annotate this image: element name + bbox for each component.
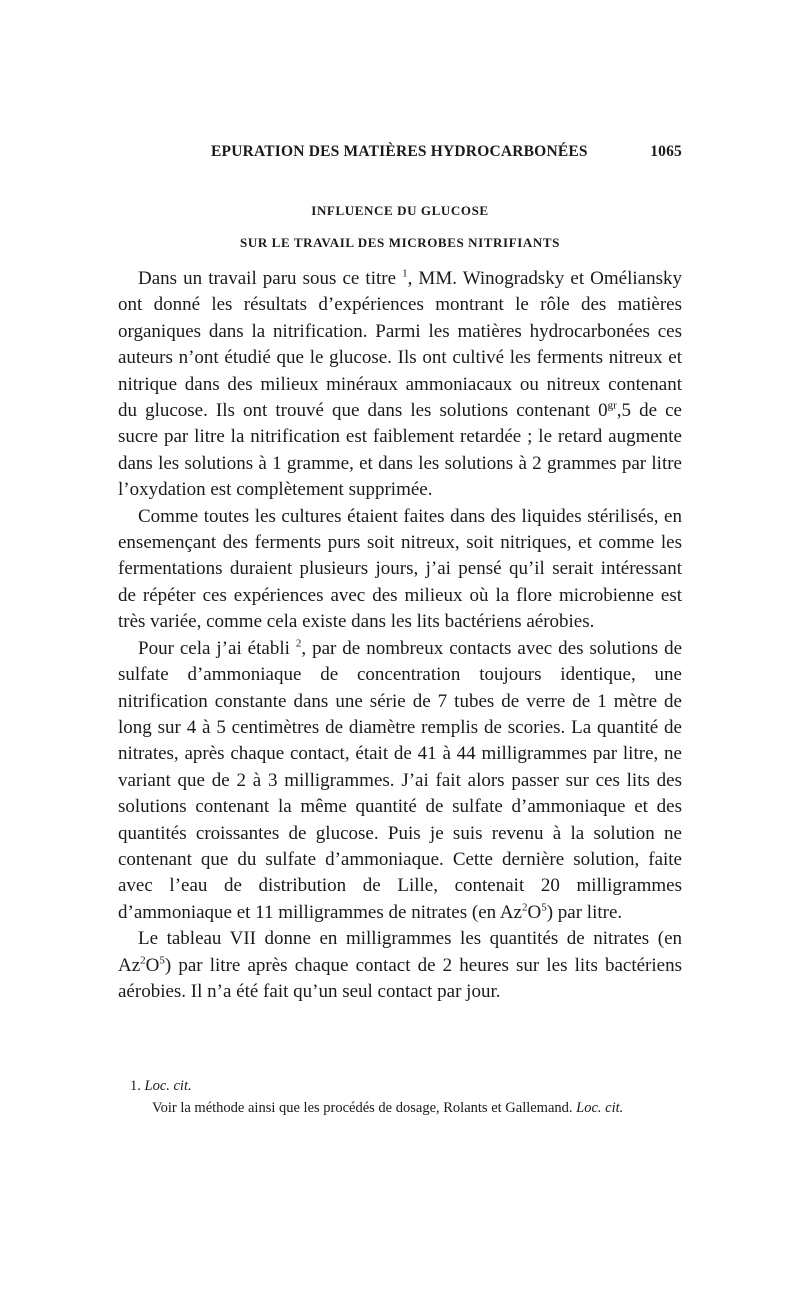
text-run: Dans un travail paru sous ce titre: [138, 268, 403, 289]
text-run: O: [145, 954, 160, 976]
paragraph-1: [118, 266, 682, 504]
text-run: ) par litre après chaque contact de 2 heures sur les lits bactériens aérobies. Il n’a été fait qu’un seul contact par jour.: [118, 954, 682, 1002]
text-run: Pour cela j’ai établi: [138, 637, 296, 659]
formula-superscript: 2: [521, 901, 528, 914]
text-run: , MM. Winogradsky et Oméliansky ont donné les résultats d’expériences montrant le rôle des matières organiques dans la nitrification. Parmi les matières hydrocarbonées ces auteurs n’ont étudié que le glucose. Ils ont cultivé les ferments nitreux et nitrique dans des milieux minéraux ammoniacaux ou nitreux contenant du glucose. Ils ont trouvé que dans les solutions contenant 0: [118, 268, 682, 422]
footnote-1: [118, 1075, 682, 1097]
body-text: [118, 266, 682, 1005]
footnote-number: 1.: [130, 1078, 145, 1094]
paragraph-3: [118, 636, 682, 926]
paragraph-2: Comme toutes les cultures étaient faites dans des liquides stérilisés, en ensemençant des ferments purs soit nitreux, soit nitriques, et comme les fermentations duraient plusieurs jours, j’ai pensé qu’il serait intéressant de répéter ces expériences avec des milieux où la flore microbienne est très variée, comme cela existe dans les lits bactériens aérobies.: [118, 505, 682, 633]
section-heading-line1: INFLUENCE DU GLUCOSE: [311, 203, 489, 218]
formula-superscript: 5: [541, 901, 547, 914]
footnote-2: [118, 1097, 682, 1119]
section-heading-line2: SUR LE TRAVAIL DES MICROBES NITRIFIANTS: [240, 235, 560, 250]
footnotes: [118, 1075, 682, 1119]
footnote-citation: Loc. cit.: [576, 1100, 624, 1116]
formula-superscript: 5: [159, 954, 165, 967]
page-number: 1065: [650, 143, 682, 160]
text-run: ,5 de ce sucre par litre la nitrification est faiblement retardée ; le retard augmente dans les solutions à 1 gramme, et dans les solutions à 2 grammes par litre l’oxydation est complètement supprimée.: [118, 400, 682, 501]
text-run: ) par litre.: [546, 901, 623, 923]
paragraph-4: [118, 926, 682, 1005]
unit-superscript: gr: [607, 399, 617, 412]
footnote-text: Loc. cit.: [144, 1078, 192, 1094]
text-run: O: [527, 901, 542, 923]
footnote-text: Voir la méthode ainsi que les procédés de dosage, Rolants et Gallemand.: [152, 1100, 577, 1116]
text-run: , par de nombreux contacts avec des solutions de sulfate d’ammoniaque de concentration toujours identique, une nitrification constante dans une série de 7 tubes de verre de 1 mètre de long sur 4 à 5 centimètres de diamètre remplis de scories. La quantité de nitrates, après chaque contact, était de 41 à 44 milligrammes par litre, ne variant que de 2 à 3 milligrammes. J’ai fait alors passer sur ces lits des solutions contenant la même quantité de sulfate d’ammoniaque et des quantités croissantes de glucose. Puis je suis revenu à la solution ne contenant que du sulfate d’ammoniaque. Cette dernière solution, faite avec l’eau de distribution de Lille, contenait 20 milligrammes d’ammoniaque et 11 milligrammes de nitrates (en Az: [118, 637, 682, 923]
running-title: EPURATION DES MATIÈRES HYDROCARBONÉES: [211, 143, 588, 160]
text-run: Le tableau VII donne en milligrammes les quantités de nitrates (en Az: [118, 928, 682, 976]
formula-superscript: 2: [140, 954, 146, 967]
footnote-ref: 2: [295, 637, 302, 650]
footnote-ref: 1: [402, 267, 408, 280]
